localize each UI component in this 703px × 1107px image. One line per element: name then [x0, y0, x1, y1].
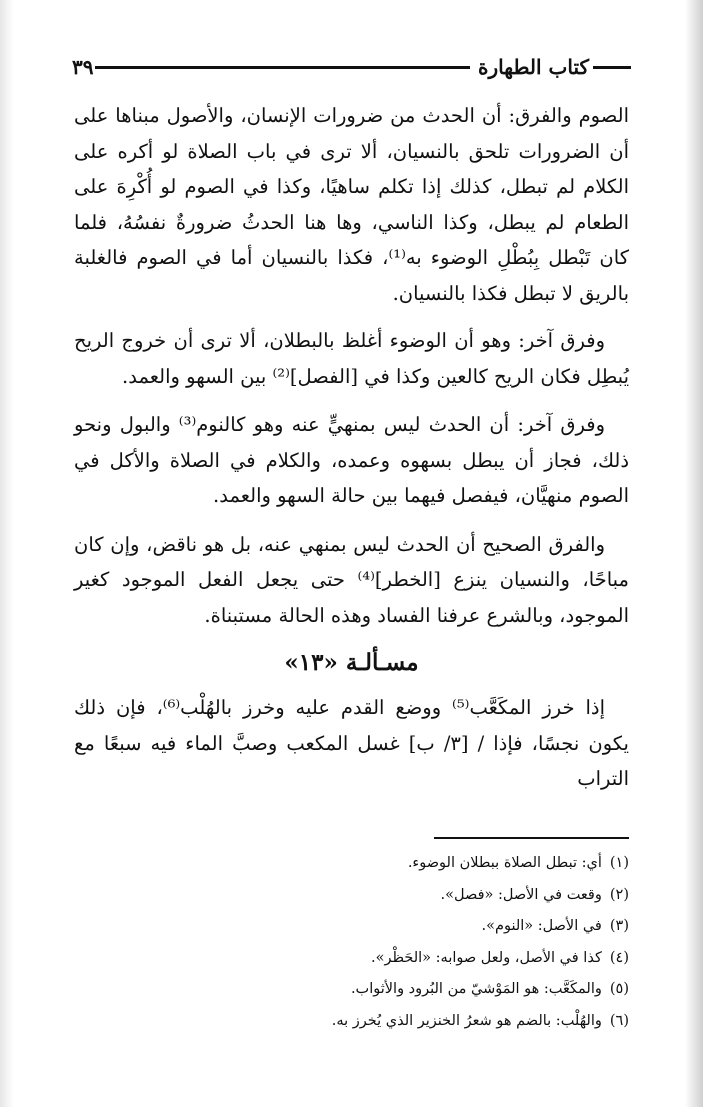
page-right-edge [685, 0, 703, 1107]
footnote [74, 911, 629, 943]
main-text [74, 98, 629, 810]
footnote [74, 943, 629, 975]
footnote-text: والهُلْب: بالضم هو شعرُ الخنزير الذي يُخرز به. [331, 1012, 602, 1029]
footnote-number: (٦) [609, 1012, 629, 1029]
page-number: ٣٩ [72, 55, 94, 79]
footnote-text: أي: تبطل الصلاة ببطلان الوضوء. [407, 855, 602, 871]
paragraph: إذا خرز المكَعَّب⁽⁵⁾ ووضع القدم عليه وخرز بالهُلْب⁽⁶⁾، فإن ذلك يكون نجسًا، فإذا / [٣/ ب] غسل المكعب وصبَّ الماء فيه سبعًا مع التراب [74, 696, 629, 790]
paragraph: وفرق آخر: وهو أن الوضوء أغلظ بالبطلان، ألا ترى أن خروج الريح يُبطِل فكان الريح كالعين وكذا في [الفصل]⁽²⁾ بين السهو والعمد. [74, 329, 629, 388]
footnote [74, 848, 629, 880]
footnote [74, 974, 629, 1006]
footnote [74, 1006, 629, 1038]
footnote-number: (٣) [609, 918, 629, 934]
footnote-text: وقعت في الأصل: «فصل». [440, 886, 602, 903]
footnote-text: كذا في الأصل، ولعل صوابه: «الحَظْر». [371, 949, 602, 966]
chapter-title: كتاب الطهارة [478, 55, 589, 79]
footnote-separator [434, 837, 629, 839]
footnote-number: (٥) [609, 981, 629, 997]
paragraph: وفرق آخر: أن الحدث ليس بمنهيٍّ عنه وهو كالنوم⁽³⁾ والبول ونحو ذلك، فجاز أن يبطل بسهوه وعمده، والكلام في الصلاة والأكل في الصوم منهيَّان، فيفصل فيهما بين حالة السهو والعمد. [74, 413, 629, 507]
footnote-text: في الأصل: «النوم». [481, 918, 602, 934]
section-heading: مسـألـة «١٣» [284, 649, 419, 676]
header-rule [95, 66, 470, 69]
footnotes [74, 848, 629, 1037]
footnote-text: والمكَعَّب: هو المَوْشيّ من البُرود والأثواب. [350, 981, 602, 997]
running-header [72, 50, 631, 84]
paragraph: الصوم والفرق: أن الحدث من ضرورات الإنسان، والأصول مبناها على أن الضرورات تلحق بالنسيان، ألا ترى في باب الصلاة لو أكره على الكلام لم تبطل، كذلك إذا تكلم ساهيًا، وكذا في الصوم لو أُكْرِهَ على الطعام لم يبطل، وكذا الناسي، وها هنا الحدثُ ضرورةٌ نفسُهُ، فلما كان تَبْطل بِبُطْلِ الوضوء به⁽¹⁾، فكذا بالنسيان أما في الصوم فالغلبة بالريق لا تبطل فكذا بالنسيان. [74, 104, 629, 305]
footnote-number: (٢) [609, 886, 629, 903]
footnote-number: (٤) [609, 949, 629, 966]
footnote-number: (١) [609, 855, 629, 871]
page-left-edge [0, 0, 14, 1107]
footnote [74, 880, 629, 912]
paragraph: والفرق الصحيح أن الحدث ليس بمنهي عنه، بل هو ناقض، وإن كان مباحًا، والنسيان ينزع [الخطر]⁽⁴⁾ حتى يجعل الفعل الموجود كغير الموجود، وبالشرع عرفنا الفساد وهذه الحالة مستبناة. [74, 532, 629, 627]
header-lead-rule [593, 66, 631, 69]
